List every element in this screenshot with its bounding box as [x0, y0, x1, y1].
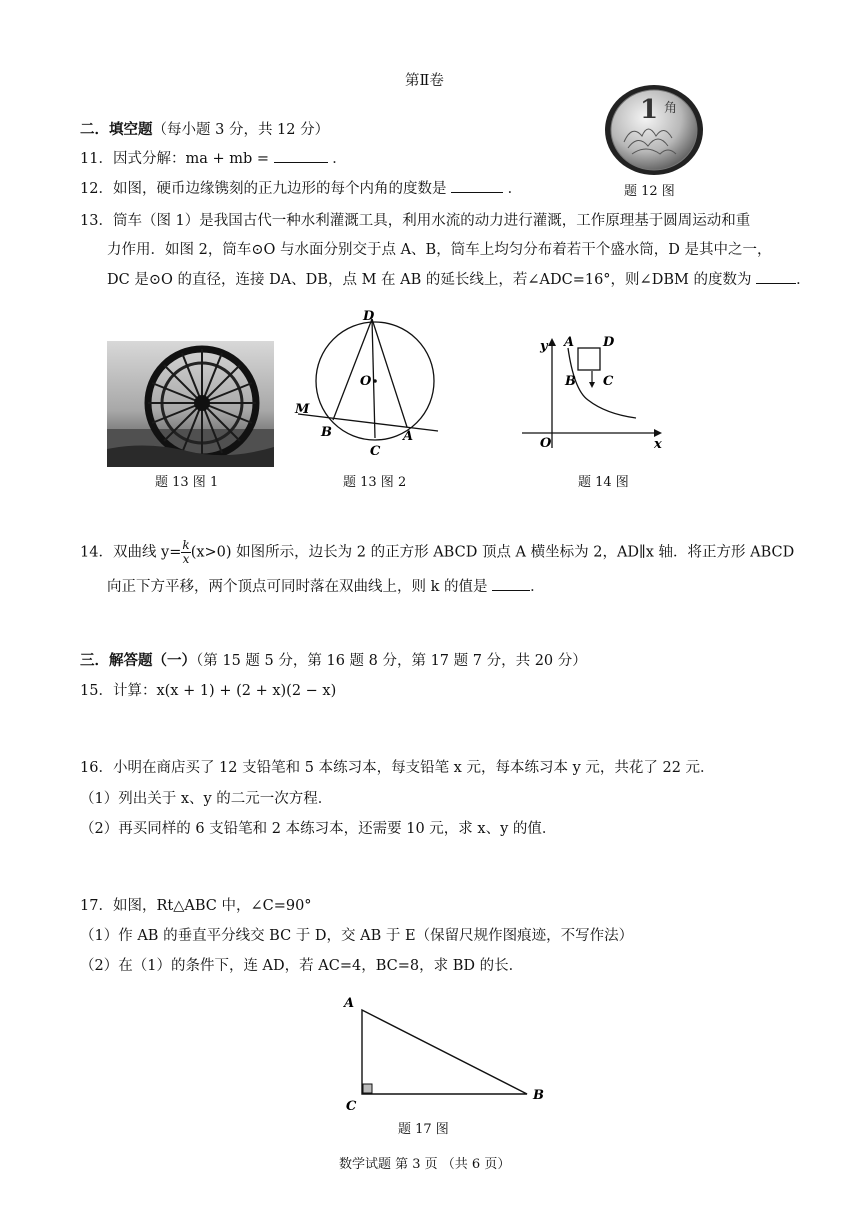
section2-heading: 二．填空题 — [80, 122, 153, 138]
q11-tail: ． — [332, 151, 347, 167]
section2-note: （每小题 3 分，共 12 分） — [152, 122, 330, 138]
q13-number: 13． — [80, 213, 113, 229]
label-B17: B — [533, 1088, 544, 1103]
q13-figure2 — [290, 305, 450, 470]
label-A: A — [403, 429, 414, 444]
q17-part1: （1）作 AB 的垂直平分线交 BC 于 D，交 AB 于 E（保留尺规作图痕迹，不写作法） — [80, 928, 634, 944]
question-11 — [80, 148, 347, 169]
label-C14: C — [603, 374, 614, 389]
coin-image — [602, 84, 706, 178]
q12-number: 12． — [80, 181, 113, 197]
q13-answer-blank[interactable] — [756, 269, 796, 284]
q16-text: 小明在商店买了 12 支铅笔和 5 本练习本，每支铅笔 x 元，每本练习本 y 元，共花了 22 元． — [112, 760, 715, 776]
page-footer: 数学试题 第 3 页 （共 6 页） — [339, 1157, 511, 1172]
q12-caption: 题 12 图 — [624, 184, 675, 199]
label-C: C — [370, 444, 381, 459]
q14-caption: 题 14 图 — [578, 475, 629, 490]
q16-part2: （2）再买同样的 6 支铅笔和 2 本练习本，还需要 10 元，求 x、y 的值． — [80, 821, 557, 837]
q17-figure — [335, 990, 555, 1115]
coin-text: 1 — [640, 95, 659, 125]
q17-text: 如图，Rt△ABC 中，∠C=90° — [112, 898, 312, 914]
q12-answer-blank[interactable] — [451, 178, 503, 193]
water-wheel-photo — [107, 341, 274, 467]
q14-tail: ． — [530, 579, 545, 595]
question-16 — [80, 758, 715, 778]
q16-part1: （1）列出关于 x、y 的二元一次方程． — [80, 791, 333, 807]
q14-line2: 向正下方平移，两个顶点可同时落在双曲线上，则 k 的值是 — [107, 579, 488, 595]
q14-frac-den: x — [182, 552, 190, 566]
question-13 — [80, 211, 750, 231]
q13-line3-row — [107, 269, 811, 290]
q11-number: 11． — [80, 151, 113, 167]
volume-title: 第Ⅱ卷 — [405, 73, 444, 89]
label-D: D — [363, 309, 375, 324]
section3-heading-row — [80, 651, 587, 671]
label-M: M — [295, 402, 310, 417]
label-D14: D — [603, 335, 615, 350]
q14-post: (x>0) 如图所示，边长为 2 的正方形 ABCD 顶点 A 横坐标为 2，AD∥x 轴．将正方形 ABCD — [190, 544, 795, 561]
section3-heading: 三．解答题（一） — [80, 653, 196, 669]
q12-text: 如图，硬币边缘镌刻的正九边形的每个内角的度数是 — [112, 181, 447, 197]
q14-line2-row — [107, 576, 545, 597]
label-B: B — [321, 425, 332, 440]
label-C17: C — [346, 1099, 357, 1114]
label-x14: x — [654, 437, 662, 452]
q13-caption2: 题 13 图 2 — [343, 475, 407, 490]
q11-text: 因式分解：ma + mb = — [112, 151, 270, 167]
question-12 — [80, 178, 522, 199]
q15-number: 15． — [80, 683, 113, 699]
q14-answer-blank[interactable] — [492, 576, 530, 591]
q16-number: 16． — [80, 760, 113, 776]
q13-line1: 筒车（图 1）是我国古代一种水利灌溉工具，利用水流的动力进行灌溉，工作原理基于圆周运动和重 — [112, 213, 751, 229]
q14-figure — [518, 330, 668, 455]
question-14 — [80, 539, 794, 566]
label-y: y — [540, 339, 548, 354]
section3-note: （第 15 题 5 分，第 16 题 8 分，第 17 题 7 分，共 20 分） — [196, 653, 587, 669]
label-O: O — [360, 374, 372, 389]
q13-caption1: 题 13 图 1 — [155, 475, 219, 490]
q14-pre: 双曲线 y= — [112, 544, 182, 561]
q13-line2: 力作用．如图 2，筒车⊙O 与水面分别交于点 A、B，筒车上均匀分布着若干个盛水筒，D 是其中之一， — [107, 242, 772, 258]
q13-line3: DC 是⊙O 的直径，连接 DA、DB，点 M 在 AB 的延长线上，若∠ADC=16°，则∠DBM 的度数为 — [107, 272, 752, 288]
question-17 — [80, 896, 312, 916]
svg-text:角: 角 — [664, 101, 678, 116]
q17-number: 17． — [80, 898, 113, 914]
q13-tail: ． — [796, 272, 811, 288]
question-15 — [80, 681, 336, 701]
q15-text: 计算：x(x + 1) + (2 + x)(2 − x) — [112, 683, 337, 699]
q11-answer-blank[interactable] — [274, 148, 328, 163]
q17-caption: 题 17 图 — [398, 1122, 449, 1137]
q17-part2: （2）在（1）的条件下，连 AD，若 AC=4，BC=8，求 BD 的长． — [80, 958, 524, 974]
label-A17: A — [344, 996, 355, 1011]
label-A14: A — [564, 335, 575, 350]
q14-number: 14． — [80, 544, 113, 561]
q14-fraction — [181, 539, 190, 566]
q14-frac-num: k — [182, 538, 190, 552]
label-O14: O — [540, 436, 552, 451]
q12-tail: ． — [507, 181, 523, 197]
section2-heading-row — [80, 120, 329, 140]
label-B14: B — [565, 374, 576, 389]
